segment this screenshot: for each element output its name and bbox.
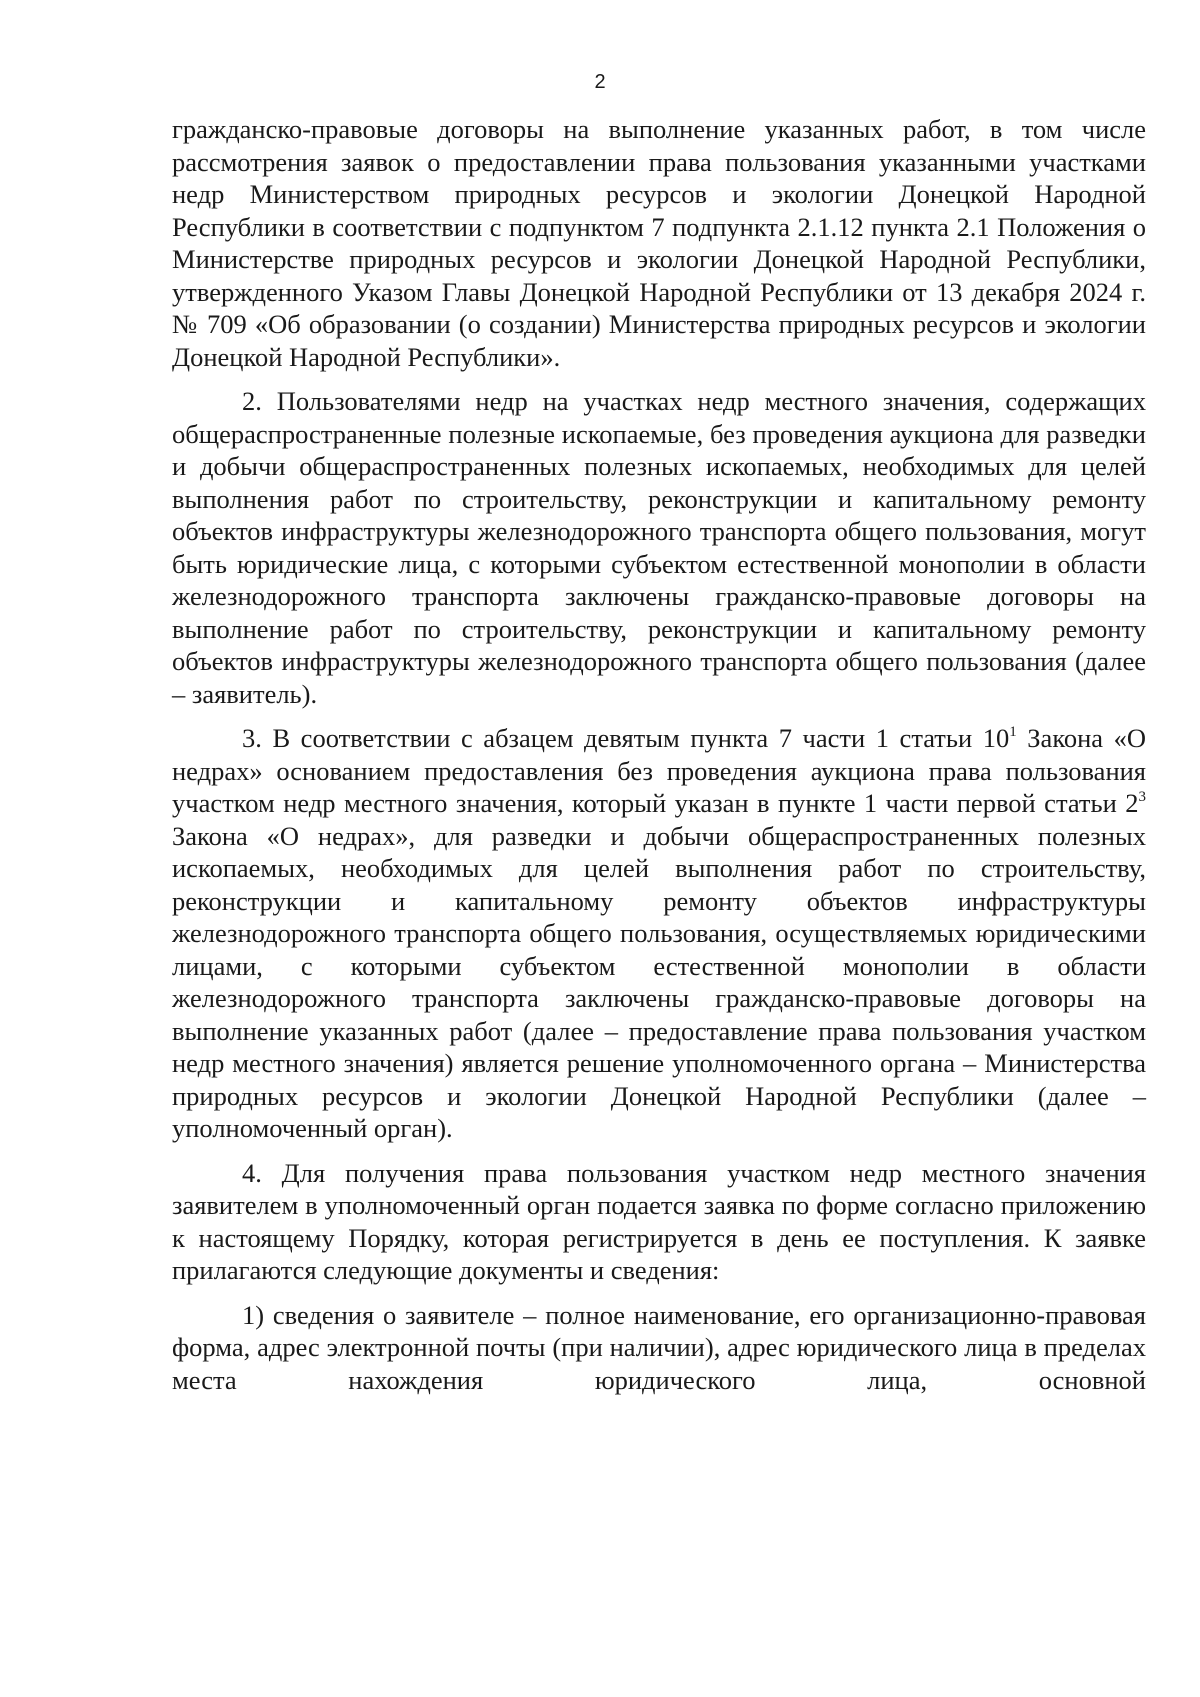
paragraph-continuation: гражданско-правовые договоры на выполнение указанных работ, в том числе рассмотрения заявок о предоставлении права пользования указанными участками недр Министерством природных ресурсов и экологии Донецкой Народной Республики в соответствии с подпунктом 7 подпункта 2.1.12 пункта 2.1 Положения о Министерстве природных ресурсов и экологии Донецкой Народной Республики, утвержденного Указом Главы Донецкой Народной Республики от 13 декабря 2024 г. № 709 «Об образовании (о создании) Министерства природных ресурсов и экологии Донецкой Народной Республики».	[172, 114, 1146, 372]
superscript-3: 3	[1138, 789, 1146, 805]
paragraph-item-3-part-c: Закона «О недрах», для разведки и добычи общераспространенных полезных ископаемых, необходимых для целей выполнения работ по строительству, реконструкции и капитальному ремонту объектов инфраструктуры железнодорожного транспорта общего пользования, осуществляемых юридическими лицами, с которыми субъектом естественной монополии в области железнодорожного транспорта заключены гражданско-правовые договоры на выполнение указанных работ (далее – предоставление права пользования участком недр местного значения) является решение уполномоченного органа – Министерства природных ресурсов и экологии Донецкой Народной Республики (далее – уполномоченный орган).	[172, 820, 1146, 1143]
superscript-1: 1	[1009, 724, 1017, 740]
paragraph-item-2: 2. Пользователями недр на участках недр местного значения, содержащих общераспространенные полезные ископаемые, без проведения аукциона для разведки и добычи общераспространенных полезных ископаемых, необходимых для целей выполнения работ по строительству, реконструкции и капитальному ремонту объектов инфраструктуры железнодорожного транспорта общего пользования, могут быть юридические лица, с которыми субъектом естественной монополии в области железнодорожного транспорта заключены гражданско-правовые договоры на выполнение работ по строительству, реконструкции и капитальному ремонту объектов инфраструктуры железнодорожного транспорта общего пользования (далее – заявитель).	[172, 386, 1146, 709]
page-number: 2	[594, 71, 606, 93]
document-body	[172, 113, 1146, 1408]
paragraph-item-3-part-a: 3. В соответствии с абзацем девятым пункта 7 части 1 статьи 10	[242, 723, 1010, 753]
paragraph-item-3-part-b: Закона «О недрах» основанием предоставления без проведения аукциона права пользования участком недр местного значения, который указан в пункте 1 части первой статьи 2	[172, 723, 1146, 818]
paragraph-item-4: 4. Для получения права пользования участком недр местного значения заявителем в уполномоченный орган подается заявка по форме согласно приложению к настоящему Порядку, которая регистрируется в день ее поступления. К заявке прилагаются следующие документы и сведения:	[172, 1157, 1146, 1285]
paragraph-subitem-1: 1) сведения о заявителе – полное наименование, его организационно-правовая форма, адрес электронной почты (при наличии), адрес юридического лица в пределах места нахождения юридического лица, основной	[172, 1299, 1146, 1395]
paragraph-item-3	[172, 722, 1146, 1145]
